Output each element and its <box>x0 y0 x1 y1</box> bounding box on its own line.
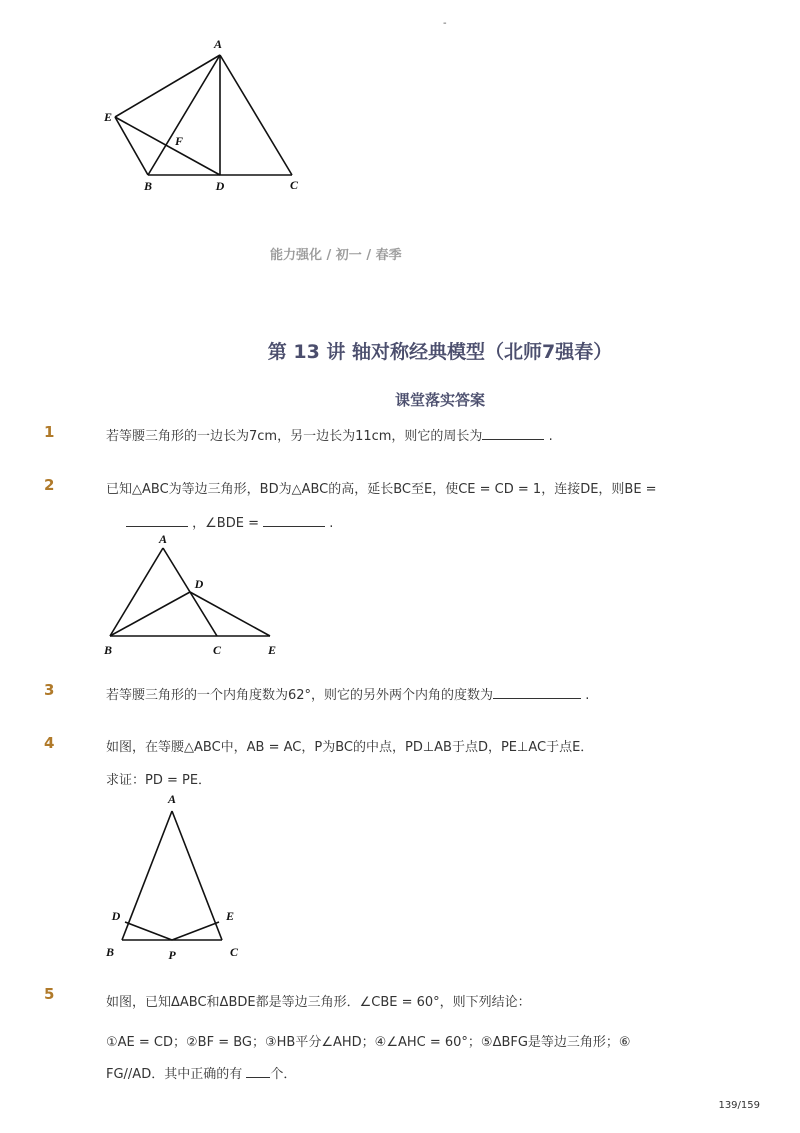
question-1 <box>106 425 553 444</box>
question-3 <box>106 684 589 703</box>
label-F: F <box>174 134 184 148</box>
label-D: D <box>111 909 121 923</box>
question-text: 个． <box>270 1067 297 1082</box>
top-mark: - <box>443 18 447 29</box>
answer-blank <box>493 686 581 699</box>
question-5-line1: 如图，已知ΔABC和ΔBDE都是等边三角形．∠CBE = 60°，则下列结论： <box>106 995 531 1010</box>
label-P: P <box>168 948 176 962</box>
question-2-line1: 已知△ABC为等边三角形，BD为△ABC的高，延长BC至E，使CE = CD = 1，连接DE，则BE = <box>106 482 657 497</box>
label-A: A <box>213 37 223 51</box>
label-D: D <box>215 179 225 193</box>
label-B: B <box>103 643 113 657</box>
question-number: 3 <box>44 681 55 699</box>
question-4-line2: 求证：PD = PE． <box>106 773 212 788</box>
label-C: C <box>212 643 222 657</box>
question-number: 2 <box>44 476 55 494</box>
breadcrumb: 能力强化 / 初一 / 春季 <box>270 248 402 263</box>
figure-q2 <box>103 532 276 657</box>
question-text: FG//AD．其中正确的有 <box>106 1067 243 1082</box>
period: . <box>585 688 590 703</box>
label-B: B <box>143 179 153 193</box>
label-B: B <box>105 945 115 959</box>
section-subtitle: 课堂落实答案 <box>394 391 485 409</box>
question-number: 5 <box>44 985 55 1003</box>
answer-blank <box>126 514 188 527</box>
question-number: 4 <box>44 734 55 752</box>
label-E: E <box>225 909 235 923</box>
page-number: 139/159 <box>718 1100 760 1111</box>
question-4-line1: 如图，在等腰△ABC中，AB = AC，P为BC的中点，PD⊥AB于点D，PE⊥AC于点E． <box>106 740 594 755</box>
figure-top <box>103 37 299 193</box>
question-5-line2: ①AE = CD；②BF = BG；③HB平分∠AHD；④∠AHC = 60°；⑤ΔBFG是等边三角形；⑥ <box>106 1035 631 1050</box>
question-text: ，∠BDE = <box>192 516 259 531</box>
period: . <box>548 429 553 444</box>
label-C: C <box>289 178 299 192</box>
answer-blank <box>482 427 544 440</box>
label-C: C <box>229 945 239 959</box>
label-D: D <box>194 577 204 591</box>
period: . <box>329 516 334 531</box>
question-2-line2 <box>126 512 333 531</box>
answer-blank <box>263 514 325 527</box>
question-number: 1 <box>44 423 55 441</box>
label-A: A <box>167 792 177 806</box>
question-text: 若等腰三角形的一个内角度数为62°，则它的另外两个内角的度数为 <box>106 688 494 703</box>
question-5-line3 <box>106 1063 296 1082</box>
label-A: A <box>158 532 168 546</box>
question-text: 若等腰三角形的一边长为7cm，另一边长为11cm，则它的周长为 <box>106 429 483 444</box>
label-E: E <box>103 110 113 124</box>
figure-q4 <box>105 792 239 962</box>
answer-blank <box>246 1065 270 1078</box>
page-title: 第 13 讲 轴对称经典模型（北师7强春） <box>267 341 613 363</box>
label-E: E <box>267 643 277 657</box>
